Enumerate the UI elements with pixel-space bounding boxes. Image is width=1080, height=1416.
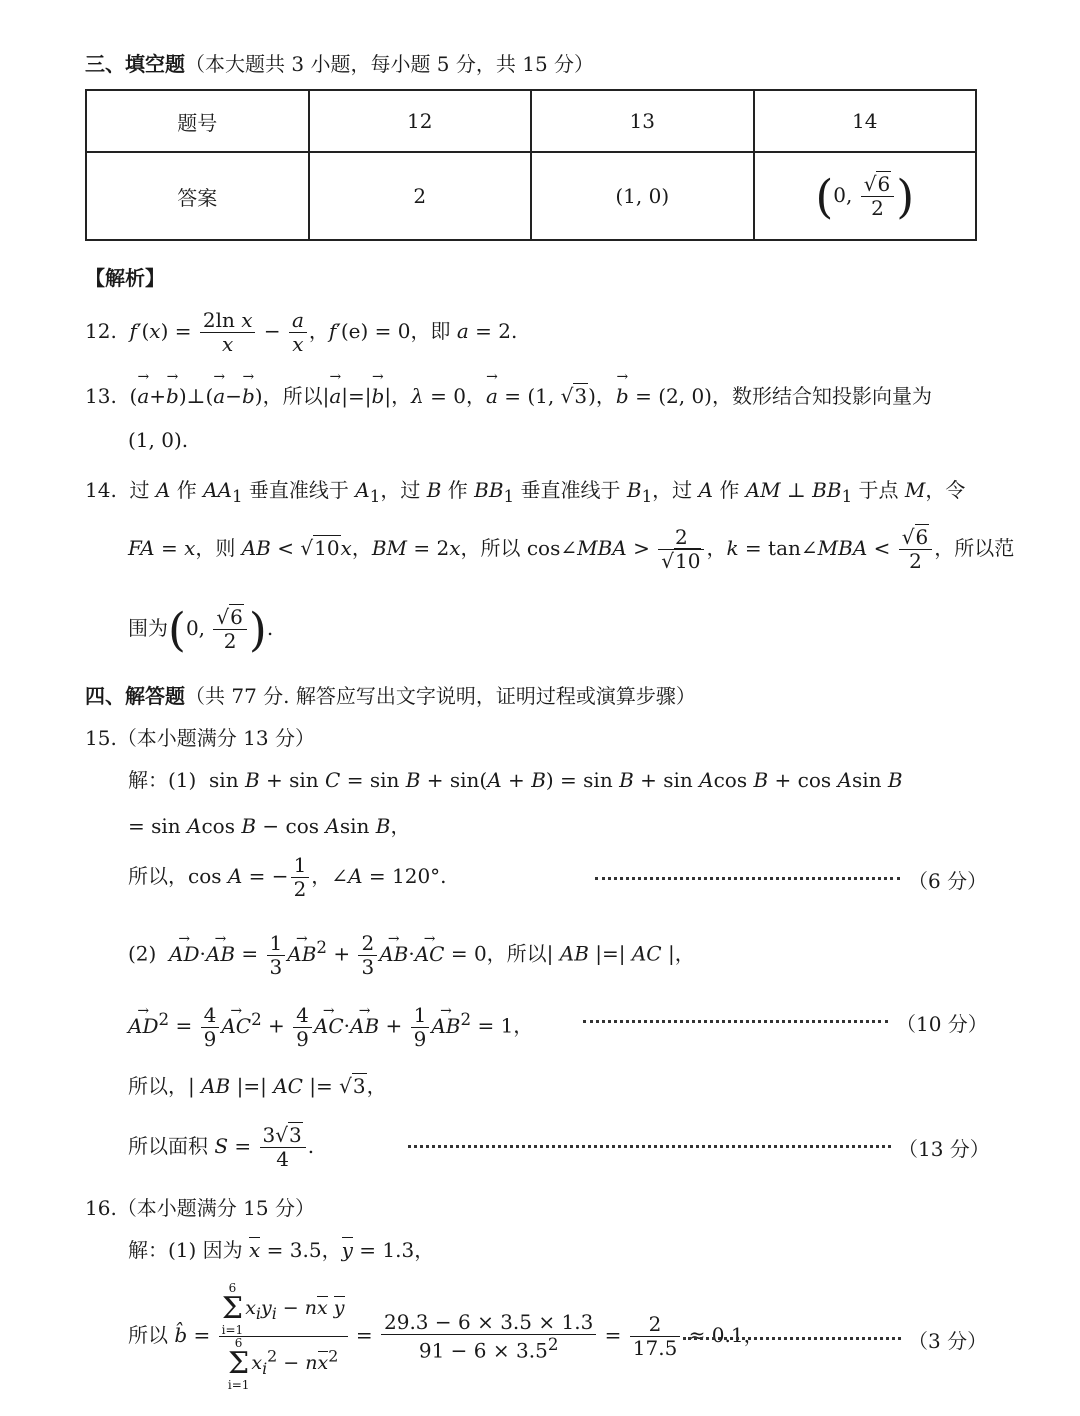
answer-cell-12: 2 [309,152,532,240]
score-3: （3 分） [908,1329,988,1353]
table-header-cell: 13 [531,90,754,152]
score-13: （13 分） [898,1137,990,1161]
q15-line-7: 所以面积 S = $\frac{3√3}{4}$ . [128,1123,315,1171]
q13-line-2: (1, 0). [128,428,189,452]
q16-line-1: 解：(1) 因为 x = 3.5，y = 1.3， [128,1238,435,1262]
section-3-note: （本大题共 3 小题，每小题 5 分，共 15 分） [185,52,595,76]
section-4-note: （共 77 分. 解答应写出文字说明，证明过程或演算步骤） [185,684,696,708]
answer-cell-14: (0, $\frac{√6}{2}$ ) [754,152,977,240]
q15-line-1: 解：(1) sin B + sin C = sin B + sin(A + B) = sin B + sin Acos B + cos Asin B [128,768,903,792]
answer-table [85,89,977,241]
q13-number: 13. [85,384,117,408]
score-leader-dots [408,1145,891,1148]
answer-table-answer-row [86,152,976,240]
q15-line-4: (2) → AD·→ AB = $\frac{1}{3}$ → $AB^2$ + $\frac{2}{3}$ → AB·→ AC = 0，所以| AB |=| AC |， [128,920,695,982]
q12-number: 12. [85,319,117,343]
q15-number: 15. [85,726,117,750]
q14-number: 14. [85,478,117,502]
table-header-cell: 题号 [86,90,309,152]
q15-line-2: = sin Acos B − cos Asin B， [128,814,411,838]
score-leader-dots [595,877,900,880]
q14-line-3: 围为(0, $\frac{√6}{2}$ ). [128,602,274,657]
section-3-title: 三、填空题 [85,52,185,76]
q15-line-6: 所以，| AB |=| AC |= √3， [128,1074,387,1098]
q14-line-1: 14. 过 A 作 $AA_1$ 垂直准线于 $A_1$，过 B 作 $BB_1$ 垂直准线于 $B_1$，过 A 作 AM ⊥ $BB_1$ 于点 M，令 [85,478,966,506]
analysis-title: 【解析】 [85,266,165,290]
q15-note: （本小题满分 13 分） [116,726,315,750]
q16-note: （本小题满分 15 分） [116,1196,315,1220]
answer-cell-13: (1, 0) [531,152,754,240]
table-header-cell: 12 [309,90,532,152]
score-leader-dots [683,1337,901,1340]
score-leader-dots [583,1020,888,1023]
q14-line-2: FA = x，则 AB < √10x，BM = 2x，所以 cos∠MBA > $\frac{2}{√10}$ ，k = tan∠MBA < $\frac{√6}{2}$ ，所以范 [128,525,1015,573]
q15-line-5: → $AD^2$ = $\frac{4}{9}$ → $AC^2$ + $\frac{4}{9}$ → AC·→ AB + $\frac{1}{9}$ → $AB^2 = 1$， [128,992,533,1054]
section-3-heading [85,48,594,77]
answer-label-cell: 答案 [86,152,309,240]
q15-line-3: 所以，cos A = − $\frac{1}{2}$ ，∠A = 120°. [128,853,447,901]
answer-table-header-row [86,90,976,152]
section-4-heading [85,680,696,709]
q16-line-2: 所以 b̂ = 6 Σ $i=1x_iy_i$ − nx y 6 Σ $i=1x_i^2 - nx^2$ = $\frac{29.3 - 6 \times 3.5 \times 1.3}{91 - 6 \times 3.5^2}$ = $\frac{2}{17.5}$ ≈ 0.1， [128,1281,764,1392]
score-10: （10 分） [896,1012,988,1036]
q16-heading [85,1192,315,1221]
score-6: （6 分） [908,869,988,893]
q12-line: 12. f′(x) = $\frac{\text{2ln x}}{x}$ − $\frac{a}{x}$ ，f′(e) = 0，即 a = 2. [85,308,518,356]
q15-heading [85,722,315,751]
section-4-title: 四、解答题 [85,684,185,708]
table-header-cell: 14 [754,90,977,152]
q13-line-1: 13. (→ a+→ b)⊥(→ a−→ b)，所以|→ a|=|→ b|，λ = 0，→ a = (1, √3)，→ b = (2, 0)，数形结合知投影向量为 [85,380,932,409]
q16-number: 16. [85,1196,117,1220]
